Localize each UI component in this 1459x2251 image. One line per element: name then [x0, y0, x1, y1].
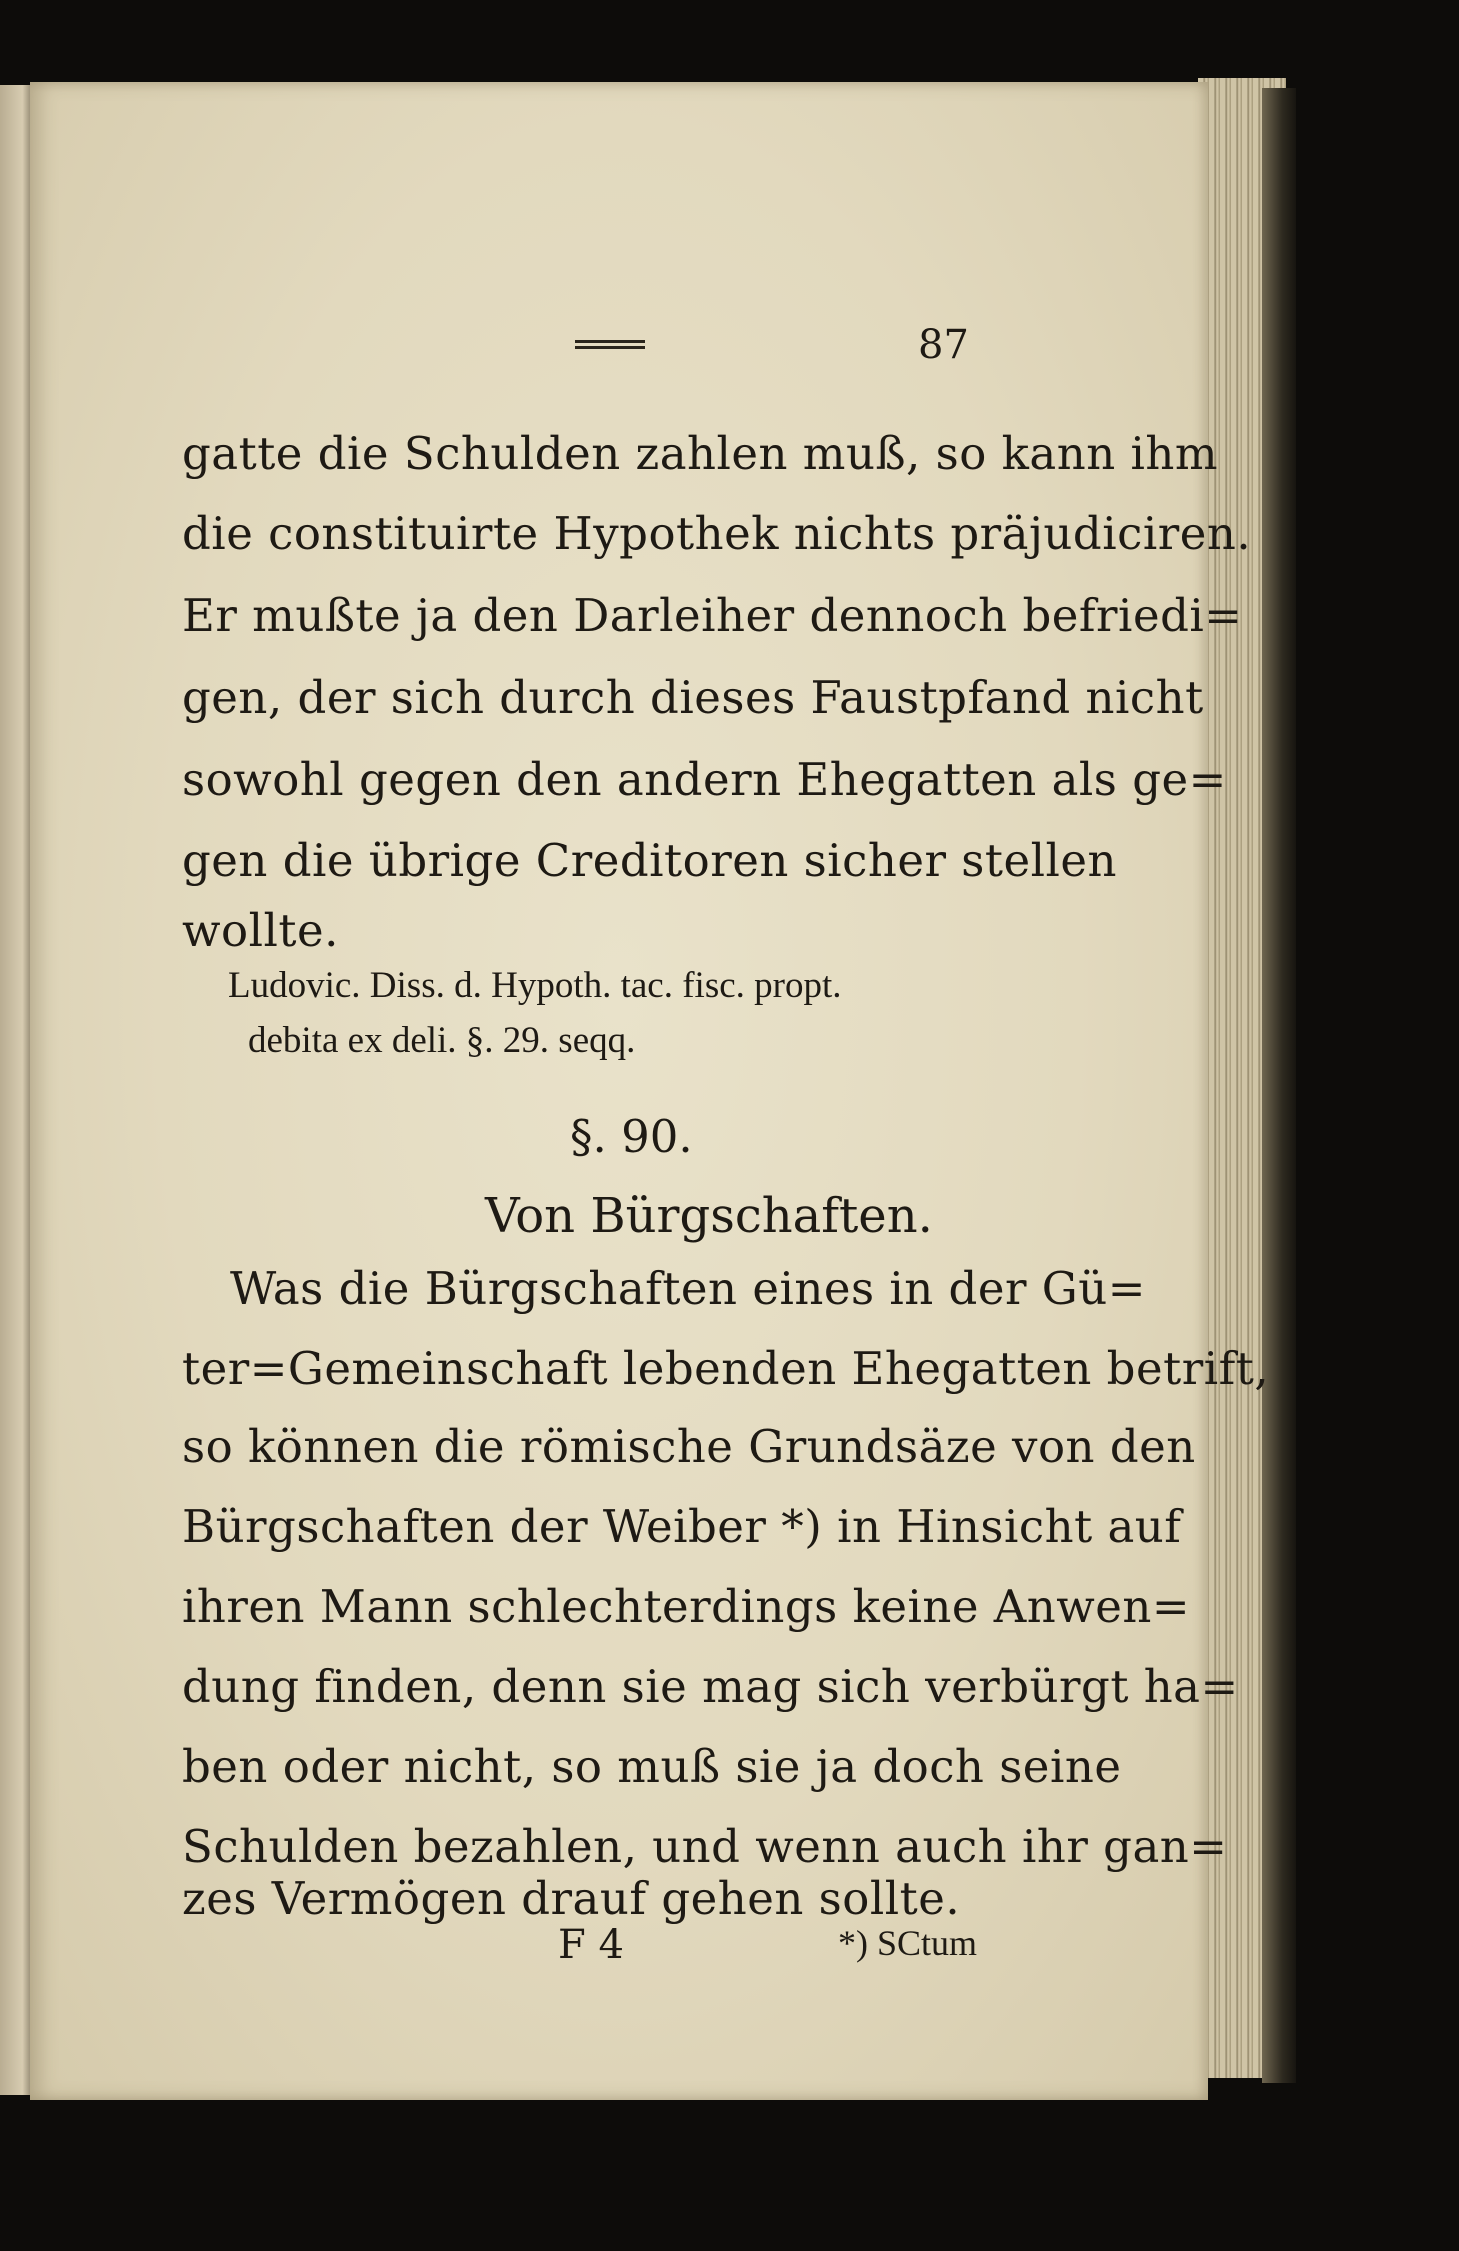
body-line: sowohl gegen den andern Ehegatten als ge= — [182, 753, 1227, 806]
book-cover-edge — [1262, 88, 1296, 2083]
section-number: §. 90. — [570, 1110, 693, 1163]
body-line: Bürgschaften der Weiber *) in Hinsicht auf — [182, 1500, 1182, 1553]
body-line: Was die Bürgschaften eines in der Gü= — [230, 1262, 1146, 1315]
catchword: *) SCtum — [838, 1923, 978, 1963]
body-line: gatte die Schulden zahlen muß, so kann ihm — [182, 427, 1219, 480]
body-line: ihren Mann schlechterdings keine Anwen= — [182, 1580, 1191, 1633]
body-line: Er mußte ja den Darleiher dennoch befriedi= — [182, 589, 1243, 642]
footnote-line: debita ex deli. §. 29. seqq. — [248, 1020, 636, 1061]
page-number: 87 — [918, 322, 969, 368]
body-line: zes Vermögen drauf gehen sollte. — [182, 1872, 961, 1925]
body-line: ter=Gemeinschaft lebenden Ehegatten betrift, — [182, 1342, 1270, 1395]
book-page — [30, 82, 1270, 2100]
body-line: Schulden bezahlen, und wenn auch ihr gan= — [182, 1820, 1228, 1873]
body-line: gen, der sich durch dieses Faustpfand nicht — [182, 671, 1204, 724]
body-line: wollte. — [182, 904, 339, 957]
section-title: Von Bürgschaften. — [485, 1188, 933, 1244]
facing-page-edge — [0, 85, 32, 2095]
header-rule — [575, 340, 645, 350]
signature-mark: F 4 — [558, 1922, 624, 1968]
body-line: so können die römische Grundsäze von den — [182, 1420, 1196, 1473]
footnote-line: Ludovic. Diss. d. Hypoth. tac. fisc. propt. — [228, 965, 842, 1006]
body-line: ben oder nicht, so muß sie ja doch seine — [182, 1740, 1122, 1793]
body-line: die constituirte Hypothek nichts präjudiciren. — [182, 507, 1252, 560]
body-line: dung finden, denn sie mag sich verbürgt ha= — [182, 1660, 1239, 1713]
body-line: gen die übrige Creditoren sicher stellen — [182, 834, 1117, 887]
